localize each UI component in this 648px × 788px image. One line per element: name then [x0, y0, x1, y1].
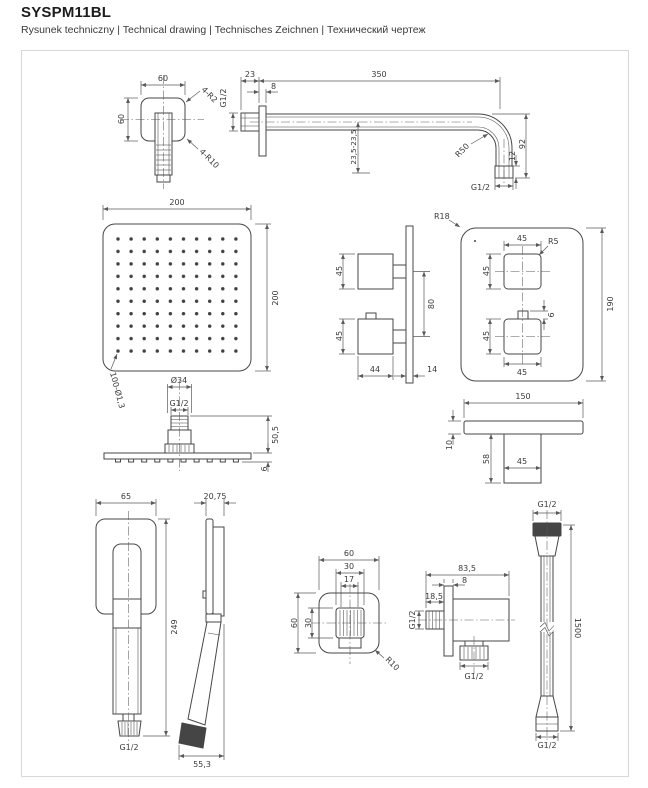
- dim-elbow-depth: 83,5: [458, 564, 476, 573]
- dim-hand-side-depth: 20,75: [203, 492, 227, 501]
- dim-arm-length: 350: [371, 70, 387, 79]
- elbow-side-view: [408, 564, 515, 681]
- dim-head-connector-dia: Ø34: [170, 376, 188, 385]
- dim-hand-width: 65: [120, 492, 132, 501]
- hand-shower-side-view: [179, 492, 236, 769]
- note-corner-r10: 4-R10: [197, 147, 221, 171]
- note-head-holes: 100-Ø1,3: [108, 371, 127, 410]
- sheet-header: [21, 4, 426, 36]
- dim-arm-plate-thickness: 8: [271, 82, 277, 91]
- dim-arm-outlet-height: 92: [518, 138, 527, 150]
- dim-hand-side-base: 55,3: [193, 760, 211, 769]
- dim-mixer-plate-height: 190: [606, 296, 615, 312]
- dim-arm-outlet-thread: G1/2: [470, 183, 490, 192]
- dim-flange-width: 60: [157, 74, 169, 83]
- technical-drawing-canvas: [22, 51, 628, 776]
- dim-mixer-knob-bottom-h2: 45: [482, 330, 491, 342]
- sheet-subtitle: Rysunek techniczny | Technical drawing | Technisches Zeichnen | Технический чертеж: [21, 24, 426, 36]
- dim-arm-offset: 23: [244, 70, 256, 79]
- shower-arm-flange-view: [117, 74, 221, 189]
- note-corner-r2: 4-R2: [199, 85, 220, 105]
- dim-head-height: 200: [271, 290, 280, 306]
- dim-mixer-knob-top-w: 45: [516, 234, 528, 243]
- note-elbow-radius: R10: [383, 655, 402, 673]
- dim-mixer-tab-height: 6: [547, 312, 556, 318]
- elbow-front-view: [290, 549, 401, 673]
- drawing-frame: [21, 50, 629, 777]
- dim-elbow-inlet-thread: G1/2: [408, 610, 417, 630]
- dim-head-thread: G1/2: [169, 399, 189, 408]
- note-mixer-knob-radius: R5: [548, 237, 559, 246]
- dim-hand-height: 249: [170, 619, 179, 635]
- dim-elbow-width: 60: [343, 549, 355, 558]
- dim-arm-bend-radius: R50: [453, 141, 472, 160]
- dim-hose-length: 1500: [573, 617, 582, 639]
- dim-mixer-knob-bottom-h: 45: [335, 330, 344, 342]
- mixer-front-view: [434, 212, 615, 381]
- dim-flange-height: 60: [117, 113, 126, 125]
- product-code: SYSPM11BL: [21, 4, 112, 21]
- dim-hose-bottom-thread: G1/2: [537, 741, 557, 750]
- hand-shower-front-view: [96, 492, 179, 752]
- dim-elbow-outlet-thread: G1/2: [464, 672, 484, 681]
- mixer-side-view: [335, 226, 437, 383]
- dim-elbow-nub-height: 30: [304, 617, 313, 629]
- dim-mixer-knob-spacing: 80: [427, 298, 436, 310]
- dim-hose-top-thread: G1/2: [537, 500, 557, 509]
- dim-hand-thread: G1/2: [119, 743, 139, 752]
- dim-elbow-plate: 8: [462, 576, 468, 585]
- dim-head-connector-height: 50,5: [271, 426, 280, 444]
- dim-mixer-knob-bottom-w: 45: [516, 368, 528, 377]
- dim-elbow-height: 60: [290, 617, 299, 629]
- dim-head-plate-thickness: 6: [260, 466, 269, 472]
- shower-head-front-view: [103, 198, 280, 409]
- dim-spout-thickness: 10: [445, 439, 454, 451]
- spout-view: [445, 392, 583, 483]
- dim-arm-drop: 23,5-23,5: [349, 129, 358, 165]
- dim-elbow-nub-inner: 17: [343, 575, 355, 584]
- note-mixer-plate-radius: R18: [434, 212, 450, 221]
- dim-spout-width: 150: [515, 392, 531, 401]
- dim-arm-inlet-thread: G1/2: [219, 88, 228, 108]
- shower-head-side-view: [104, 375, 280, 472]
- dim-head-width: 200: [169, 198, 185, 207]
- dim-elbow-inlet-length: 18,5: [425, 592, 443, 601]
- dim-arm-outlet-thread-length: 12: [508, 150, 517, 162]
- dim-mixer-knob-top-h: 45: [335, 265, 344, 277]
- dim-spout-body-height: 58: [482, 453, 491, 465]
- dim-elbow-nub-outer: 30: [343, 562, 355, 571]
- shower-arm-side-view: [219, 70, 530, 192]
- hose-view: [533, 500, 582, 750]
- dim-mixer-knob-top-h2: 45: [482, 265, 491, 277]
- dim-spout-body-width: 45: [516, 457, 528, 466]
- dim-mixer-knob-depth: 44: [369, 365, 381, 374]
- dim-mixer-plate-thickness: 14: [427, 365, 438, 374]
